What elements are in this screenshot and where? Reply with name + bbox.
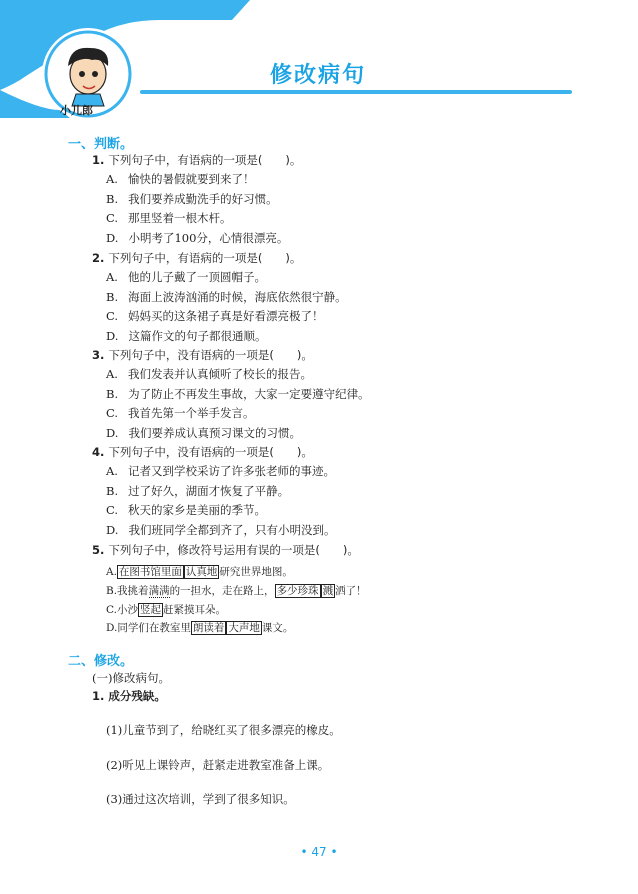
edit-mark-box: 多少珍珠: [276, 585, 319, 597]
question-1: 1. 下列句子中，有语病的一项是( )。: [92, 153, 302, 167]
q4-option-b: B. 过了好久，湖面才恢复了平静。: [106, 484, 290, 498]
question-2: 2. 下列句子中，有语病的一项是( )。: [92, 251, 302, 265]
q1-option-b: B. 我们要养成勤洗手的好习惯。: [106, 192, 278, 206]
q3-option-a: A. 我们发表并认真倾听了校长的报告。: [106, 367, 312, 381]
q2-option-a: A. 他的儿子戴了一顶圆帽子。: [106, 270, 266, 284]
question-4: 4. 下列句子中，没有语病的一项是( )。: [92, 445, 313, 459]
fix-item-2: (2)听见上课铃声，赶紧走进教室准备上课。: [106, 758, 330, 772]
fix-item-1: (1)儿童节到了，给晓红买了很多漂亮的橡皮。: [106, 723, 341, 737]
q4-option-c: C. 秋天的家乡是美丽的季节。: [106, 503, 267, 517]
edit-mark-box: 在图书馆里面: [118, 566, 182, 578]
page-number: • 47 •: [300, 845, 338, 859]
section2-heading: 1. 成分残缺。: [92, 689, 166, 703]
q1-option-a: A. 愉快的暑假就要到来了！: [106, 172, 255, 186]
q4-option-a: A. 记者又到学校采访了许多张老师的事迹。: [106, 464, 335, 478]
q2-option-b: B. 海面上波涛汹涌的时候，海底依然很宁静。: [106, 290, 347, 304]
question-5: 5. 下列句子中，修改符号运用有误的一项是( )。: [92, 543, 359, 557]
fix-item-3: (3)通过这次培训，学到了很多知识。: [106, 792, 295, 806]
section2-title: 二、修改。: [68, 654, 134, 669]
q5-option-c: C.小沙 竖起 赶紧摸耳朵。: [106, 604, 226, 616]
question-3: 3. 下列句子中，没有语病的一项是( )。: [92, 348, 313, 362]
q5-option-a: A. 在图书馆里面 认真地 研究世界地图。: [106, 566, 293, 578]
edit-mark-box: 溅: [322, 585, 334, 597]
page-title: 修改病句: [270, 63, 367, 88]
edit-mark-box: 朗读着: [192, 622, 225, 634]
mountain-icon: [150, 30, 192, 46]
q4-option-d: D. 我们班同学全都到齐了，只有小明没到。: [106, 523, 336, 537]
q1-option-d: D. 小明考了100分，心情很漂亮。: [106, 231, 289, 245]
q2-option-d: D. 这篇作文的句子都很通顺。: [106, 329, 267, 343]
mascot-label: 小儿郎: [60, 104, 93, 117]
q1-option-c: C. 那里竖着一根木杆。: [106, 211, 232, 225]
bicycle-icon: [123, 34, 148, 47]
q2-option-c: C. 妈妈买的这条裙子真是好看漂亮极了！: [106, 309, 324, 323]
section1-title: 一、判断。: [68, 137, 134, 152]
q5-option-d: D.同学们在教室里 朗读着 大声地 课文。: [106, 622, 294, 634]
edit-mark-box: 认真地: [185, 566, 218, 578]
q5-option-b: B.我挑着满满的一担水，走在路上， 多少珍珠 溅 洒了！: [106, 585, 367, 597]
q3-option-b: B. 为了防止不再发生事故，大家一定要遵守纪律。: [106, 387, 370, 401]
title-underline: [140, 90, 572, 94]
edit-mark-dots: 满满: [148, 585, 170, 597]
edit-mark-box: 大声地: [228, 622, 260, 634]
section2-subtitle: (一)修改病句。: [92, 671, 170, 685]
q3-option-d: D. 我们要养成认真预习课文的习惯。: [106, 426, 301, 440]
edit-mark-box: 竖起: [140, 604, 161, 616]
q3-option-c: C. 我首先第一个举手发言。: [106, 406, 255, 420]
